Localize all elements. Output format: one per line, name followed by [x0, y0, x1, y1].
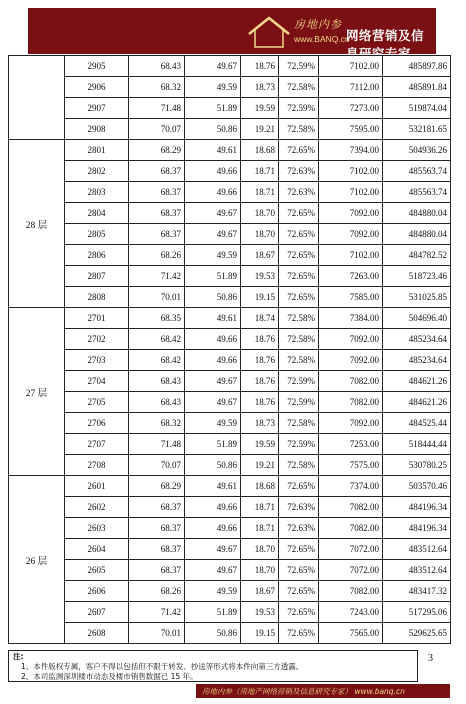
room-number-cell: 2808 [65, 287, 129, 308]
unit-price-cell: 7112.00 [319, 77, 383, 98]
inner-area-cell: 51.89 [185, 98, 241, 119]
total-price-cell: 485563.74 [383, 161, 451, 182]
shared-area-cell: 18.73 [241, 413, 279, 434]
inner-area-cell: 51.89 [185, 434, 241, 455]
inner-area-cell: 49.66 [185, 182, 241, 203]
table-row [9, 245, 451, 266]
shared-area-cell: 18.76 [241, 56, 279, 77]
total-price-cell: 504696.40 [383, 308, 451, 329]
inner-area-cell: 51.89 [185, 266, 241, 287]
unit-price-cell: 7092.00 [319, 413, 383, 434]
unit-price-cell: 7273.00 [319, 98, 383, 119]
table-row [9, 203, 451, 224]
shared-area-cell: 18.68 [241, 476, 279, 497]
unit-price-cell: 7394.00 [319, 140, 383, 161]
efficiency-ratio-cell: 72.58% [279, 455, 319, 476]
table-row [9, 392, 451, 413]
header-banner [28, 8, 436, 61]
table-row [9, 308, 451, 329]
efficiency-ratio-cell: 72.58% [279, 350, 319, 371]
built-area-cell: 68.29 [129, 140, 185, 161]
room-number-cell: 2805 [65, 224, 129, 245]
table-row [9, 455, 451, 476]
room-number-cell: 2704 [65, 371, 129, 392]
efficiency-ratio-cell: 72.63% [279, 497, 319, 518]
unit-price-cell: 7082.00 [319, 581, 383, 602]
built-area-cell: 68.37 [129, 203, 185, 224]
room-number-cell: 2801 [65, 140, 129, 161]
total-price-cell: 485234.64 [383, 350, 451, 371]
unit-price-cell: 7072.00 [319, 560, 383, 581]
built-area-cell: 70.01 [129, 287, 185, 308]
total-price-cell: 484196.34 [383, 497, 451, 518]
total-price-cell: 532181.65 [383, 119, 451, 140]
shared-area-cell: 19.15 [241, 287, 279, 308]
table-row [9, 224, 451, 245]
built-area-cell: 71.42 [129, 266, 185, 287]
unit-price-cell: 7384.00 [319, 308, 383, 329]
inner-area-cell: 49.61 [185, 308, 241, 329]
table-row [9, 161, 451, 182]
unit-price-cell: 7575.00 [319, 455, 383, 476]
shared-area-cell: 18.76 [241, 350, 279, 371]
inner-area-cell: 49.59 [185, 581, 241, 602]
brand-tagline: 网络营销及信息研究专家 [346, 29, 425, 61]
shared-area-cell: 19.21 [241, 119, 279, 140]
unit-price-cell: 7102.00 [319, 182, 383, 203]
floor-label: 28 层 [9, 140, 65, 308]
shared-area-cell: 18.67 [241, 245, 279, 266]
inner-area-cell: 49.67 [185, 539, 241, 560]
efficiency-ratio-cell: 72.59% [279, 56, 319, 77]
room-number-cell: 2708 [65, 455, 129, 476]
built-area-cell: 68.35 [129, 308, 185, 329]
efficiency-ratio-cell: 72.59% [279, 371, 319, 392]
room-number-cell: 2803 [65, 182, 129, 203]
total-price-cell: 484880.04 [383, 203, 451, 224]
notes-title: 注: [13, 652, 24, 661]
unit-price-cell: 7102.00 [319, 56, 383, 77]
built-area-cell: 68.37 [129, 182, 185, 203]
brand-name: 房地内参 [294, 19, 342, 31]
total-price-cell: 530780.25 [383, 455, 451, 476]
floor-label [9, 56, 65, 140]
inner-area-cell: 50.86 [185, 287, 241, 308]
room-number-cell: 2705 [65, 392, 129, 413]
total-price-cell: 485563.74 [383, 182, 451, 203]
efficiency-ratio-cell: 72.58% [279, 329, 319, 350]
total-price-cell: 484525.44 [383, 413, 451, 434]
built-area-cell: 71.48 [129, 434, 185, 455]
efficiency-ratio-cell: 72.63% [279, 518, 319, 539]
table-row [9, 287, 451, 308]
page-number: 3 [428, 653, 433, 664]
unit-price-cell: 7092.00 [319, 329, 383, 350]
shared-area-cell: 19.53 [241, 602, 279, 623]
shared-area-cell: 18.71 [241, 161, 279, 182]
efficiency-ratio-cell: 72.65% [279, 539, 319, 560]
footer-bar [196, 684, 450, 698]
table-row [9, 266, 451, 287]
room-number-cell: 2602 [65, 497, 129, 518]
shared-area-cell: 18.76 [241, 392, 279, 413]
built-area-cell: 68.42 [129, 350, 185, 371]
total-price-cell: 484621.26 [383, 371, 451, 392]
table-row [9, 371, 451, 392]
built-area-cell: 68.43 [129, 56, 185, 77]
unit-price-cell: 7082.00 [319, 497, 383, 518]
unit-price-cell: 7243.00 [319, 602, 383, 623]
inner-area-cell: 49.59 [185, 245, 241, 266]
shared-area-cell: 19.53 [241, 266, 279, 287]
total-price-cell: 484196.34 [383, 518, 451, 539]
table-row [9, 560, 451, 581]
note-line: 2、本司监测深圳楼市动态及楼市销售数据已 15 年。 [21, 672, 198, 681]
inner-area-cell: 49.66 [185, 350, 241, 371]
efficiency-ratio-cell: 72.65% [279, 203, 319, 224]
inner-area-cell: 49.66 [185, 497, 241, 518]
room-number-cell: 2608 [65, 623, 129, 644]
total-price-cell: 504936.26 [383, 140, 451, 161]
floor-label: 26 层 [9, 476, 65, 644]
room-number-cell: 2908 [65, 119, 129, 140]
inner-area-cell: 49.61 [185, 476, 241, 497]
total-price-cell: 483417.32 [383, 581, 451, 602]
inner-area-cell: 49.66 [185, 329, 241, 350]
total-price-cell: 519874.04 [383, 98, 451, 119]
shared-area-cell: 18.71 [241, 518, 279, 539]
unit-price-cell: 7565.00 [319, 623, 383, 644]
unit-price-cell: 7092.00 [319, 203, 383, 224]
room-number-cell: 2907 [65, 98, 129, 119]
total-price-cell: 518444.44 [383, 434, 451, 455]
table-row [9, 77, 451, 98]
built-area-cell: 68.37 [129, 518, 185, 539]
shared-area-cell: 18.76 [241, 329, 279, 350]
built-area-cell: 68.37 [129, 161, 185, 182]
shared-area-cell: 18.74 [241, 308, 279, 329]
built-area-cell: 68.37 [129, 560, 185, 581]
table-row [9, 413, 451, 434]
room-number-cell: 2603 [65, 518, 129, 539]
shared-area-cell: 18.73 [241, 77, 279, 98]
efficiency-ratio-cell: 72.59% [279, 98, 319, 119]
built-area-cell: 70.01 [129, 623, 185, 644]
room-number-cell: 2702 [65, 329, 129, 350]
notes-box [8, 650, 418, 682]
unit-price-cell: 7374.00 [319, 476, 383, 497]
efficiency-ratio-cell: 72.58% [279, 413, 319, 434]
inner-area-cell: 49.67 [185, 560, 241, 581]
inner-area-cell: 49.59 [185, 413, 241, 434]
unit-price-cell: 7082.00 [319, 392, 383, 413]
efficiency-ratio-cell: 72.65% [279, 476, 319, 497]
house-logo-icon [246, 14, 292, 50]
total-price-cell: 529625.65 [383, 623, 451, 644]
unit-price-cell: 7253.00 [319, 434, 383, 455]
efficiency-ratio-cell: 72.65% [279, 245, 319, 266]
shared-area-cell: 18.67 [241, 581, 279, 602]
shared-area-cell: 18.70 [241, 560, 279, 581]
footer-text: 房地内参（房地产网络营销及信息研究专家） www.banq.cn [202, 687, 405, 696]
room-number-cell: 2605 [65, 560, 129, 581]
built-area-cell: 68.43 [129, 392, 185, 413]
total-price-cell: 518723.46 [383, 266, 451, 287]
floor-label: 27 层 [9, 308, 65, 476]
table-row [9, 539, 451, 560]
table-row [9, 476, 451, 497]
efficiency-ratio-cell: 72.65% [279, 266, 319, 287]
total-price-cell: 485891.84 [383, 77, 451, 98]
efficiency-ratio-cell: 72.58% [279, 308, 319, 329]
table-row [9, 119, 451, 140]
total-price-cell: 503570.46 [383, 476, 451, 497]
shared-area-cell: 19.59 [241, 434, 279, 455]
shared-area-cell: 19.21 [241, 455, 279, 476]
table-row [9, 518, 451, 539]
shared-area-cell: 18.70 [241, 203, 279, 224]
inner-area-cell: 49.67 [185, 56, 241, 77]
table-row [9, 602, 451, 623]
table-row [9, 497, 451, 518]
efficiency-ratio-cell: 72.59% [279, 392, 319, 413]
room-number-cell: 2806 [65, 245, 129, 266]
built-area-cell: 71.48 [129, 98, 185, 119]
total-price-cell: 485234.64 [383, 329, 451, 350]
inner-area-cell: 49.67 [185, 224, 241, 245]
efficiency-ratio-cell: 72.63% [279, 161, 319, 182]
efficiency-ratio-cell: 72.65% [279, 224, 319, 245]
inner-area-cell: 49.59 [185, 77, 241, 98]
inner-area-cell: 50.86 [185, 119, 241, 140]
built-area-cell: 71.42 [129, 602, 185, 623]
built-area-cell: 68.32 [129, 77, 185, 98]
unit-price-cell: 7102.00 [319, 245, 383, 266]
room-number-cell: 2807 [65, 266, 129, 287]
efficiency-ratio-cell: 72.65% [279, 581, 319, 602]
unit-price-cell: 7263.00 [319, 266, 383, 287]
efficiency-ratio-cell: 72.58% [279, 77, 319, 98]
built-area-cell: 70.07 [129, 119, 185, 140]
efficiency-ratio-cell: 72.65% [279, 623, 319, 644]
total-price-cell: 484880.04 [383, 224, 451, 245]
inner-area-cell: 49.61 [185, 140, 241, 161]
inner-area-cell: 50.86 [185, 623, 241, 644]
efficiency-ratio-cell: 72.65% [279, 140, 319, 161]
room-number-cell: 2606 [65, 581, 129, 602]
inner-area-cell: 49.67 [185, 371, 241, 392]
unit-price-cell: 7092.00 [319, 224, 383, 245]
brand-url: www.BANQ.cn [294, 34, 350, 44]
built-area-cell: 68.42 [129, 329, 185, 350]
room-number-cell: 2703 [65, 350, 129, 371]
efficiency-ratio-cell: 72.63% [279, 182, 319, 203]
total-price-cell: 484621.26 [383, 392, 451, 413]
unit-price-cell: 7595.00 [319, 119, 383, 140]
efficiency-ratio-cell: 72.65% [279, 602, 319, 623]
room-number-cell: 2701 [65, 308, 129, 329]
room-number-cell: 2804 [65, 203, 129, 224]
room-number-cell: 2707 [65, 434, 129, 455]
inner-area-cell: 51.89 [185, 602, 241, 623]
unit-price-table [8, 55, 451, 644]
table-row [9, 350, 451, 371]
total-price-cell: 531025.85 [383, 287, 451, 308]
table-row [9, 56, 451, 77]
unit-price-cell: 7585.00 [319, 287, 383, 308]
room-number-cell: 2601 [65, 476, 129, 497]
room-number-cell: 2607 [65, 602, 129, 623]
inner-area-cell: 49.66 [185, 161, 241, 182]
room-number-cell: 2906 [65, 77, 129, 98]
shared-area-cell: 19.15 [241, 623, 279, 644]
table-row [9, 581, 451, 602]
table-row [9, 140, 451, 161]
built-area-cell: 68.26 [129, 245, 185, 266]
unit-price-cell: 7082.00 [319, 371, 383, 392]
shared-area-cell: 19.59 [241, 98, 279, 119]
room-number-cell: 2706 [65, 413, 129, 434]
inner-area-cell: 49.67 [185, 392, 241, 413]
built-area-cell: 68.43 [129, 371, 185, 392]
efficiency-ratio-cell: 72.65% [279, 560, 319, 581]
total-price-cell: 485897.86 [383, 56, 451, 77]
unit-price-cell: 7092.00 [319, 350, 383, 371]
shared-area-cell: 18.71 [241, 497, 279, 518]
built-area-cell: 68.32 [129, 413, 185, 434]
table-row [9, 329, 451, 350]
built-area-cell: 68.37 [129, 224, 185, 245]
shared-area-cell: 18.68 [241, 140, 279, 161]
built-area-cell: 68.29 [129, 476, 185, 497]
built-area-cell: 68.37 [129, 497, 185, 518]
room-number-cell: 2604 [65, 539, 129, 560]
room-number-cell: 2802 [65, 161, 129, 182]
table-row [9, 98, 451, 119]
efficiency-ratio-cell: 72.58% [279, 119, 319, 140]
inner-area-cell: 50.86 [185, 455, 241, 476]
shared-area-cell: 18.76 [241, 371, 279, 392]
shared-area-cell: 18.70 [241, 224, 279, 245]
shared-area-cell: 18.71 [241, 182, 279, 203]
unit-price-cell: 7082.00 [319, 518, 383, 539]
table-row [9, 623, 451, 644]
unit-price-cell: 7102.00 [319, 161, 383, 182]
shared-area-cell: 18.70 [241, 539, 279, 560]
table-row [9, 182, 451, 203]
note-line: 1、本件版权专属，客户不得以包括但不限于转发、抄送等形式将本件向第三方透露。 [21, 662, 304, 671]
inner-area-cell: 49.66 [185, 518, 241, 539]
total-price-cell: 484782.52 [383, 245, 451, 266]
table-row [9, 434, 451, 455]
built-area-cell: 68.26 [129, 581, 185, 602]
unit-price-cell: 7072.00 [319, 539, 383, 560]
total-price-cell: 483512.64 [383, 539, 451, 560]
built-area-cell: 68.37 [129, 539, 185, 560]
built-area-cell: 70.07 [129, 455, 185, 476]
total-price-cell: 517295.06 [383, 602, 451, 623]
room-number-cell: 2905 [65, 56, 129, 77]
total-price-cell: 483512.64 [383, 560, 451, 581]
efficiency-ratio-cell: 72.59% [279, 434, 319, 455]
inner-area-cell: 49.67 [185, 203, 241, 224]
efficiency-ratio-cell: 72.65% [279, 287, 319, 308]
